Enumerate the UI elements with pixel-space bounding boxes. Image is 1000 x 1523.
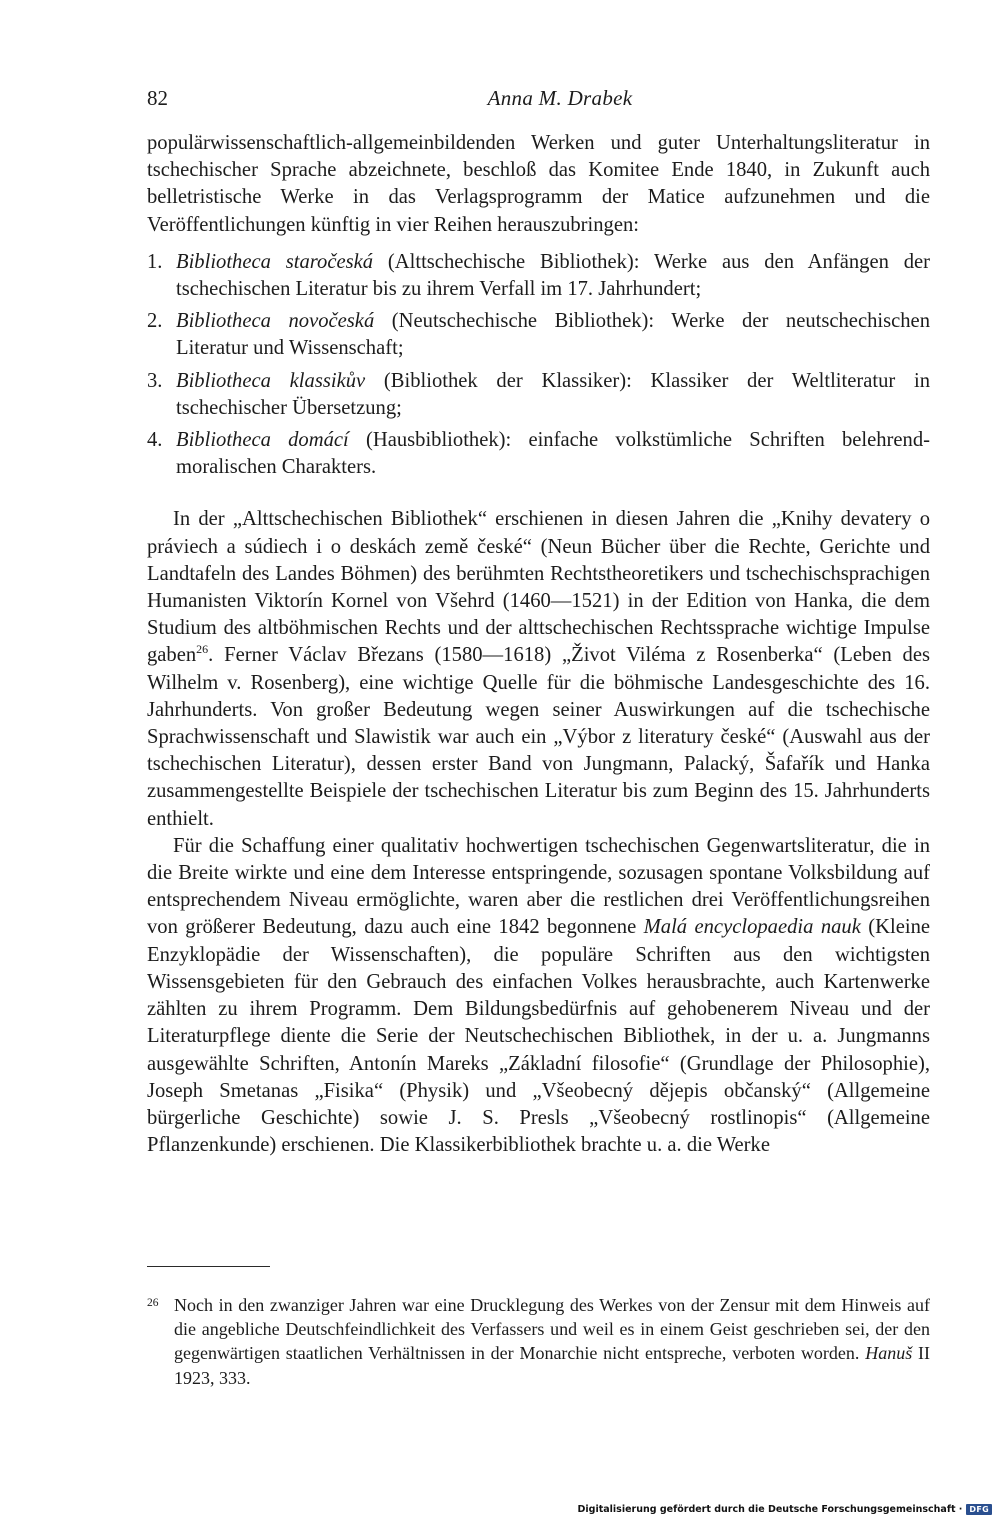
paragraph-text: In der „Alttschechischen Bibliothek“ erschienen in diesen Jahren die „Knihy devatery o práviech a súdiech i o deskách země české“ (Neun Bücher über die Rechte, Gerichte und Landtafeln des Landes Böhmen) des berühmten Rechtstheoretikers und tschechischsprachigen Humanisten Viktorín Kornel von Všehrd (1460—1521) in der Edition von Hanka, die dem Studium des altböhmischen Rechts und der alttschechischen Rechtssprache wichtige Impulse gaben <box>147 508 930 667</box>
series-description: (Neutschechische Bibliothek): Werke der neutschechischen Literatur und Wissenschaft; <box>176 310 930 360</box>
citation-author: Hanuš <box>865 1343 913 1364</box>
series-list <box>147 249 930 482</box>
series-description: (Hausbibliothek): einfache volkstümliche Schriften belehrend-moralischen Charakters. <box>176 429 930 479</box>
footnote-body: Noch in den zwanziger Jahren war eine Drucklegung des Werkes von der Zensur mit dem Hinweis auf die angebliche Deutschfeindlichkeit des Verfassers und weil es in einem Geist geschrieben sei, der den gegenwärtigen staatlichen Verhältnissen in der Monarchie nicht entspreche, verboten worden. <box>174 1295 930 1364</box>
intro-paragraph: populärwissenschaftlich-allgemeinbildenden Werken und guter Unterhaltungsliteratur in tschechischer Sprache abzeichnete, beschloß das Komitee Ende 1840, in Zukunft auch belletristische Werke in das Verlagsprogramm der Matice aufzunehmen und die Veröffentlichungen künftig in vier Reihen herauszubringen: <box>147 132 930 236</box>
footnote-number: 26 <box>147 1297 159 1309</box>
list-item <box>147 427 930 481</box>
paragraph-gegenwartsliteratur <box>147 833 930 1159</box>
series-title: Bibliotheca klassikův <box>176 369 366 392</box>
dfg-logo-icon: DFG <box>966 1504 992 1515</box>
paragraph-alttschechische-bibliothek <box>147 506 930 832</box>
list-number: 1. <box>147 250 163 273</box>
paragraph-text: Für die Schaffung einer qualitativ hochwertigen tschechischen Gegenwartsliteratur, die in die Breite wirkte und eine dem Interesse entspringende, sozusagen spontane Volksbildung auf entsprechendem Niveau ermöglichte, waren aber die restlichen drei Veröffentlichungsreihen von größerer Bedeutung, dazu auch eine 1842 begonnene <box>147 834 930 939</box>
list-item <box>147 249 930 303</box>
series-title: Bibliotheca domácí <box>176 429 349 452</box>
list-number: 4. <box>147 429 163 452</box>
paragraph-text: . Ferner Václav Březans (1580—1618) „Život Viléma z Rosenberka“ (Leben des Wilhelm v. Rosenberg), eine wichtige Quelle für die böhmische Landesgeschichte des 16. Jahrhunderts. Von großer Bedeutung wegen seiner Auswirkungen auf die tschechische Sprachwissenschaft und Slawistik war auch ein „Výbor z literatury české“ (Auswahl aus der tschechischen Literatur), dessen erster Band von Jungmann, Palacký, Šafařík und Hanka zusammengestellte Beispiele der tschechischen Literatur bis zum Beginn des 15. Jahrhunderts enthielt. <box>147 644 930 830</box>
list-number: 2. <box>147 310 163 333</box>
digitization-text: Digitalisierung gefördert durch die Deutsche Forschungsgemeinschaft · <box>577 1504 963 1515</box>
series-description: (Bibliothek der Klassiker): Klassiker der Weltliteratur in tschechischer Übersetzung; <box>176 369 930 419</box>
main-text <box>147 130 930 1159</box>
paragraph-text: (Kleine Enzyklopädie der Wissenschaften), die populäre Schriften aus den wichtigsten Wissensgebieten für den Gebrauch des einfachen Volkes herausbrachte, auch Kartenwerke zählten zu ihrem Programm. Dem Bildungsbedürfnis auf gehobenerem Niveau und der Literaturpflege diente die Serie der Neutschechischen Bibliothek, in der u. a. Jungmanns ausgewählte Schriften, Antonín Mareks „Základní filosofie“ (Grundlage der Philosophie), Joseph Smetanas „Fisika“ (Physik) und „Všeobecný dějepis občanský“ (Allgemeine bürgerliche Geschichte) sowie J. S. Presls „Všeobecný rostlinopis“ (Allgemeine Pflanzenkunde) erschienen. Die Klassikerbibliothek brachte u. a. die Werke <box>147 916 931 1157</box>
list-item <box>147 368 930 422</box>
list-number: 3. <box>147 369 163 392</box>
series-description: (Alttschechische Bibliothek): Werke aus den Anfängen der tschechischen Literatur bis zu ihrem Verfall im 17. Jahrhundert; <box>176 250 930 301</box>
footnote-reference: 26 <box>196 642 209 657</box>
citation-rest: II 1923, 333. <box>174 1343 930 1388</box>
footnote <box>147 1291 930 1390</box>
digitization-notice <box>578 1504 992 1515</box>
series-title: Bibliotheca staročeská <box>176 250 374 273</box>
page-number: 82 <box>147 86 168 110</box>
running-head: Anna M. Drabek <box>487 86 633 110</box>
italic-title: Malá encyclopaedia nauk <box>643 916 861 939</box>
footnote-rule <box>147 1266 270 1267</box>
list-item <box>147 308 930 362</box>
series-title: Bibliotheca novočeská <box>176 310 375 333</box>
footnote-text <box>147 1291 930 1390</box>
